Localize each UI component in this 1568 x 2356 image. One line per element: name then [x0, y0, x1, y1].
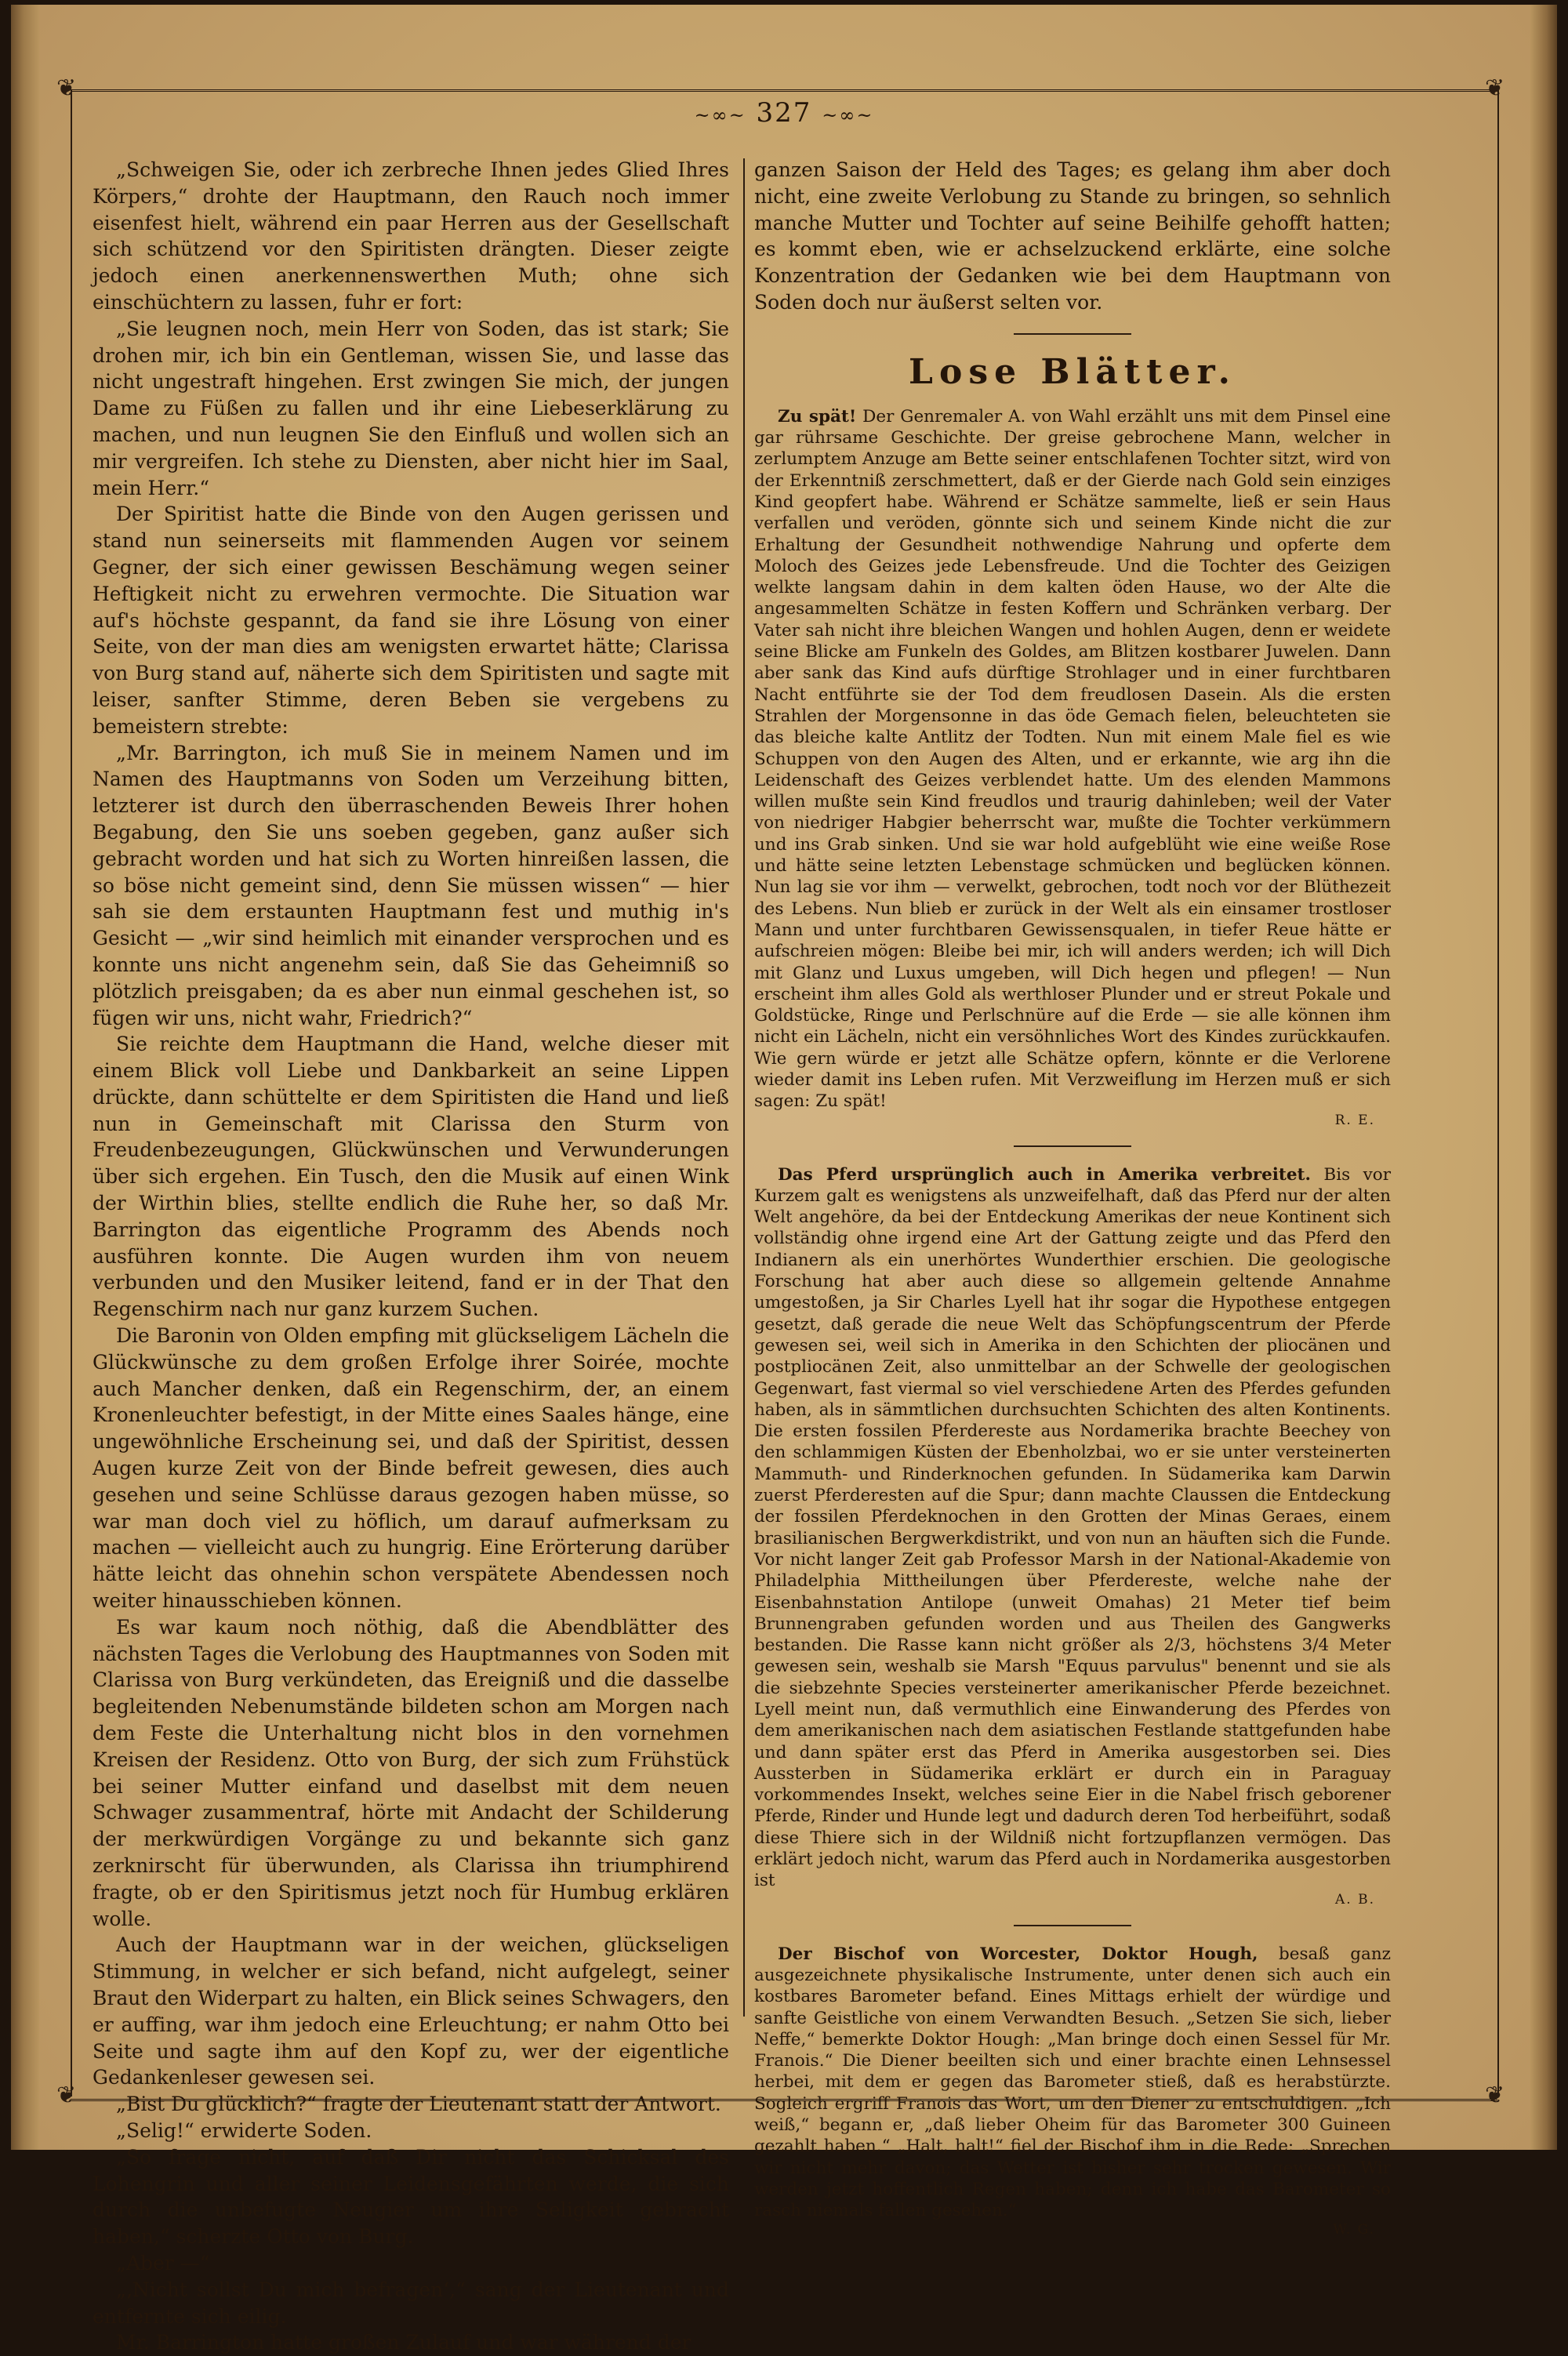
article-zu-spaet — [754, 406, 1391, 1128]
frame-left-rule — [71, 89, 72, 2096]
right-column — [754, 157, 1391, 2242]
story-paragraph: „Mr. Barrington, ich muß Sie in meinem Namen und im Namen des Hauptmanns von Soden um Verzeihung bitten, letzterer ist durch den überraschenden Beweis Ihrer hohen Begabung, den Sie uns soeben gegeben, ganz außer sich gebracht worden und hat sich zu Worten hinreißen lassen, die so böse nicht gemeint sind, denn Sie müssen wissen“ — hier sah sie dem erstaunten Hauptmann fest und muthig in's Gesicht — „wir sind heimlich mit einander versprochen und es konnte uns nicht angenehm sein, daß Sie das Geheimniß so plötzlich preisgaben; da es aber nun einmal geschehen ist, so fügen wir uns, nicht wahr, Friedrich?“ — [93, 741, 729, 1029]
corner-ornament-bottom-right: ❦ — [1485, 2082, 1505, 2109]
article-signature: R. E. — [1334, 1112, 1375, 1128]
page-edge-shadow — [1530, 5, 1557, 2150]
article-signature: A. B. — [1335, 1891, 1375, 1908]
facing-page-edge — [11, 5, 39, 2150]
page-number-header — [0, 97, 1568, 129]
story-paragraph: „Selig!“ erwiderte Soden. — [116, 2118, 372, 2142]
section-heading: Lose Blätter. — [909, 351, 1236, 392]
corner-ornament-top-right: ❦ — [1485, 74, 1505, 102]
story-paragraph: „Schweigen Sie, oder ich zerbreche Ihnen jedes Glied Ihres Körpers,“ drohte der Hauptmann, den Rauch noch immer eisenfest hielt, während ein paar Herren aus der Gesellschaft sich schützend vor den Spiritisten drängten. Dieser zeigte jedoch einen anerkennenswerthen Muth; ohne sich einschüchtern zu lassen, fuhr er fort: — [93, 158, 729, 314]
story-paragraph: „‚Nicht sollst Du mich befragen‘,“ sang der Lieutenant und entfernte sich eilig. — [93, 2278, 729, 2328]
story-paragraph: Mr. Barrington hatte großen Zulauf und war während der — [116, 2331, 691, 2354]
page-number: 327 — [756, 97, 812, 129]
story-continuation: ganzen Saison der Held des Tages; es gelang ihm aber doch nicht, eine zweite Verlobung zu Stande zu bringen, so sehnlich manche Mutter und Tochter auf seine Beihilfe gehofft hatten; es kommt eben, wie er achselzuckend erklärte, eine solche Konzentration der Gedanken wie bei dem Hauptmann von Soden doch nur äußerst selten vor. — [754, 158, 1391, 314]
left-column — [93, 157, 729, 2356]
story-paragraph: Die Baronin von Olden empfing mit glückseligem Lächeln die Glückwünsche zu dem großen Erfolge ihrer Soirée, mochte auch Mancher denken, daß ein Regenschirm, der, an einem Kronenleuchter befestigt, in der Mitte eines Saales hänge, eine ungewöhnliche Erscheinung sei, und daß der Spiritist, dessen Augen kurze Zeit von der Binde befreit gewesen, dies auch gesehen und seine Schlüsse daraus gezogen haben müsse, so war man doch viel zu höflich, um darauf aufmerksam zu machen — vielleicht auch zu hungrig. Eine Erörterung darüber hätte leicht das ohnehin schon verspätete Abendessen noch weiter hinausschieben können. — [93, 1324, 729, 1613]
story-paragraph: „Bist Du glücklich?“ fragte der Lieutenant statt der Antwort. — [116, 2093, 721, 2116]
story-paragraph: „Sie leugnen noch, mein Herr von Soden, das ist stark; Sie drohen mir, ich bin ein Gentleman, wissen Sie, und lasse das nicht ungestraft hingehen. Erst zwingen Sie mich, der jungen Dame zu Füßen zu fallen und ihr eine Liebeserklärung zu machen, und nun leugnen Sie den Einfluß und wollen sich an mir vergreifen. Ich stehe zu Diensten, aber nicht hier im Saal, mein Herr.“ — [93, 317, 729, 499]
story-paragraph: Sie reichte dem Hauptmann die Hand, welche dieser mit einem Blick voll Liebe und Dankbarkeit an seine Lippen drückte, dann schüttelte er dem Spiritisten die Hand und ließ nun in Gemeinschaft mit Clarissa den Sturm von Freudenbezeugungen, Glückwünschen und Verwunderungen über sich ergehen. Ein Tusch, den die Musik auf einen Wink der Wirthin blies, stellte endlich die Ruhe her, so daß Mr. Barrington das eigentliche Programm des Abends noch ausführen konnte. Die Augen wurden ihm von neuem verbunden und den Musiker leitend, fand er in der That den Regenschirm nach nur ganz kurzem Suchen. — [93, 1033, 729, 1321]
frame-right-rule — [1497, 89, 1499, 2096]
story-paragraph: Auch der Hauptmann war in der weichen, glückseligen Stimmung, in welcher er sich befand, nicht aufgelegt, seiner Braut den Widerpart zu halten, ein Blick seines Schwagers, den er auffing, war ihm jedoch eine Erleuchtung; er nahm Otto bei Seite und sagte ihm auf den Kopf zu, wer der eigentliche Gedankenleser gewesen sei. — [93, 1933, 729, 2089]
corner-ornament-bottom-left: ❦ — [56, 2082, 77, 2109]
separator-rule — [1014, 1145, 1131, 1147]
ornament-left-icon: ~∞~ — [694, 104, 746, 126]
story-paragraph: „So frage nicht, auf daß Dir nicht das Schicksal des Lohengrin und aller seiner Leidensgefährten werde, die sich durch die unbefugte Neugier um ihre Seligkeit gebracht haben,“ scherzte Otto von Burg. — [93, 2145, 729, 2249]
story-paragraph: Es war kaum noch nöthig, daß die Abendblätter des nächsten Tages die Verlobung des Hauptmannes von Soden mit Clarissa von Burg verkündeten, das Ereigniß und die dasselbe begleitenden Nebenumstände bildeten schon am Morgen nach dem Feste die Unterhaltung nicht blos in den vornehmen Kreisen der Residenz. Otto von Burg, der sich zum Frühstück bei seiner Mutter einfand und daselbst mit dem neuen Schwager zusammentraf, hörte mit Andacht der Schilderung der merkwürdigen Vorgänge zu und bekannte sich ganz zerknirscht für überwunden, als Clarissa ihn triumphirend fragte, ob er den Spiritismus jetzt noch für Humbug erklären wolle. — [93, 1615, 729, 1930]
story-paragraph: „Aber —“ — [116, 2251, 210, 2274]
article-bischof-worcester — [754, 1944, 1391, 2238]
article-text: Der Genremaler A. von Wahl erzählt uns mit dem Pinsel eine gar rührsame Geschichte. Der greise gebrochene Mann, welcher in zerlumptem Anzuge am Bette seiner entschlafenen Tochter sitzt, wird von der Erkenntniß zerschmettert, daß er der Gierde nach Gold sein einziges Kind geopfert habe. Während er Schätze sammelte, ließ er sein Haus verfallen und veröden, gönnte sich und seinem Kinde nicht die zur Erhaltung der Gesundheit nothwendige Nahrung und opferte dem Moloch des Geizes jede Lebensfreude. Und die Tochter des Geizigen welkte langsam dahin in dem kalten öden Hause, wo der Alte die angesammelten Schätze in festen Koffern und Schränken verbarg. Der Vater sah nicht ihre bleichen Wangen und hohlen Augen, denn er weidete seine Blicke am Funkeln des Goldes, am Blitzen kostbarer Juwelen. Dann aber sank das Kind aufs dürftige Strohlager und in einer furchtbaren Nacht entführte sie der Tod dem freudlosen Dasein. Als die ersten Strahlen der Morgensonne in das öde Gemach fielen, beleuchteten sie das bleiche kalte Antlitz der Todten. Nun mit einem Male fiel es wie Schuppen von den Augen des Alten, und er erkannte, wie arg ihn die Leidenschaft des Geizes verblendet hatte. Um des elenden Mammons willen mußte sein Kind freudlos und traurig dahinleben; weil der Vater von niedriger Habgier beherrscht war, mußte die Tochter verkümmern und ins Grab sinken. Und sie war hold aufgeblüht wie eine weiße Rose und hätte seine letzten Lebenstage schmücken und beglücken können. Nun lag sie vor ihm — verwelkt, gebrochen, todt noch vor der Blüthezeit des Lebens. Nun blieb er zurück in der Welt als ein einsamer trostloser Mann und unter furchtbaren Gewissensqualen, in tiefer Reue hätte er aufschreien mögen: Bleibe bei mir, ich will anders werden; ich will Dich mit Glanz und Luxus umgeben, will Dich hegen und pflegen! — Nun erscheint ihm alles Gold als werthloser Plunder und er streut Pokale und Goldstücke, Ringe und Perlschnüre auf die Erde — sie alle können ihm nicht ein Lächeln, nicht ein versöhnliches Wort des Kindes zurückkaufen. Wie gern würde er jetzt alle Schätze opfern, könnte er die Verlorene wieder damit ins Leben rufen. Mit Verzweiflung im Herzen muß er sich sagen: Zu spät! — [754, 406, 1392, 1112]
story-paragraph: Der Spiritist hatte die Binde von den Augen gerissen und stand nun seinerseits mit flammenden Augen vor seinem Gegner, der sich einer gewissen Beschämung wegen seiner Heftigkeit nicht zu erwehren vermochte. Die Situation war auf's höchste gespannt, da fand sie ihre Lösung von einer Seite, von der man dies am wenigsten erwartet hätte; Clarissa von Burg stand auf, näherte sich dem Spiritisten und sagte mit leiser, sanfter Stimme, deren Beben sie vergebens zu bemeistern strebte: — [93, 503, 729, 738]
article-pferd-amerika — [754, 1164, 1391, 1908]
article-text: besaß ganz ausgezeichnete physikalische Instrumente, unter denen sich auch ein kostbares Barometer befand. Eines Mittags erhielt der würdige und sanfte Geistliche von einem Verwandten Besuch. „Setzen Sie sich, lieber Neffe,“ bemerkte Doktor Hough: „Man bringe doch einen Sessel für Mr. Franois.“ Die Diener beeilten sich und einer brachte einen Lehnsessel herbei, mit dem er gegen das Barometer stieß, daß es herabstürzte. Sogleich ergriff Franois das Wort, um den Diener zu entschuldigen. „Ich weiß,“ begann er, „daß lieber Oheim für das Barometer 300 Guineen gezahlt haben.“ „Halt, halt!“ fiel der Bischof ihm in die Rede: „Sprechen wir nicht mehr davon; das Wetter ist bisher sehr trocken gewesen. Wir werden jetzt hoffentlich Regen haben; denn ich habe das Barometer so rasch niemals fallen gesehen.“ — [754, 1944, 1391, 2221]
article-signature: W. G. — [1333, 2221, 1375, 2238]
ornament-right-icon: ~∞~ — [822, 104, 874, 126]
article-title: Zu spät! — [778, 406, 857, 427]
separator-rule — [1014, 1925, 1131, 1926]
corner-ornament-top-left: ❦ — [56, 74, 77, 102]
article-title: Das Pferd ursprünglich auch in Amerika verbreitet. — [778, 1164, 1311, 1185]
separator-rule — [1014, 333, 1131, 335]
column-divider — [743, 158, 745, 2017]
article-title: Der Bischof von Worcester, Doktor Hough, — [778, 1944, 1258, 1964]
article-text: Bis vor Kurzem galt es wenigstens als unzweifelhaft, daß das Pferd nur der alten Welt angehöre, da bei der Entdeckung Amerikas der neue Kontinent sich vollständig ohne irgend eine Art der Gattung zeigte und das Pferd den Indianern als ein unerhörtes Wunderthier erschien. Die geologische Forschung hat aber auch diese so allgemein geltende Annahme umgestoßen, ja Sir Charles Lyell hat ihr sogar die Hypothese entgegen gesetzt, daß gerade die neue Welt das Schöpfungscentrum der Pferde gewesen sei, weil sich in Amerika in den Schichten der pliocänen und postpliocänen Zeit, also unmittelbar an der Schwelle der geologischen Gegenwart, fast viermal so viel verschiedene Arten des Pferdes gefunden haben, als in sämmtlichen durchsuchten Schichten des alten Kontinents. Die ersten fossilen Pferdereste aus Nordamerika brachte Beechey von den schlammigen Küsten der Ebenholzbai, wo er sie unter versteinerten Mammuth- und Rinderknochen gefunden. In Südamerika kam Darwin zuerst Pferderesten auf die Spur; dann machte Claussen die Entdeckung der fossilen Pferdeknochen in den Grotten der Minas Geraes, einem brasilianischen Bergwerkdistrikt, und von nun an häuften sich die Funde. Vor nicht langer Zeit gab Professor Marsh in der National-Akademie von Philadelphia Mittheilungen über Pferdereste, welche nahe der Eisenbahnstation Antilope (unweit Omahas) 21 Meter tief beim Brunnengraben gefunden worden und aus Theilen des Gangwerks bestanden. Die Rasse kann nicht größer als 2/3, höchstens 3/4 Meter gewesen sein, weshalb sie Marsh "Equus parvulus" benennt und sie als die siebzehnte Species versteinerter amerikanischer Pferde bezeichnet. Lyell meint nun, daß vermuthlich eine Einwanderung des Pferdes von dem amerikanischen nach dem asiatischen Festlande stattgefunden habe und dann später erst das Pferd in Amerika ausgestorben sei. Dies Aussterben in Südamerika erklärt er durch ein in Paraguay vorkommendes Insekt, welches seine Eier in die Nabel frisch geborener Pferde, Rinder und Hunde legt und dadurch deren Tod herbeiführt, sodaß diese Thiere sich in der Wildniß nicht fortzupflanzen vermögen. Das erklärt jedoch nicht, warum das Pferd auch in Nordamerika ausgestorben ist — [754, 1164, 1391, 1891]
